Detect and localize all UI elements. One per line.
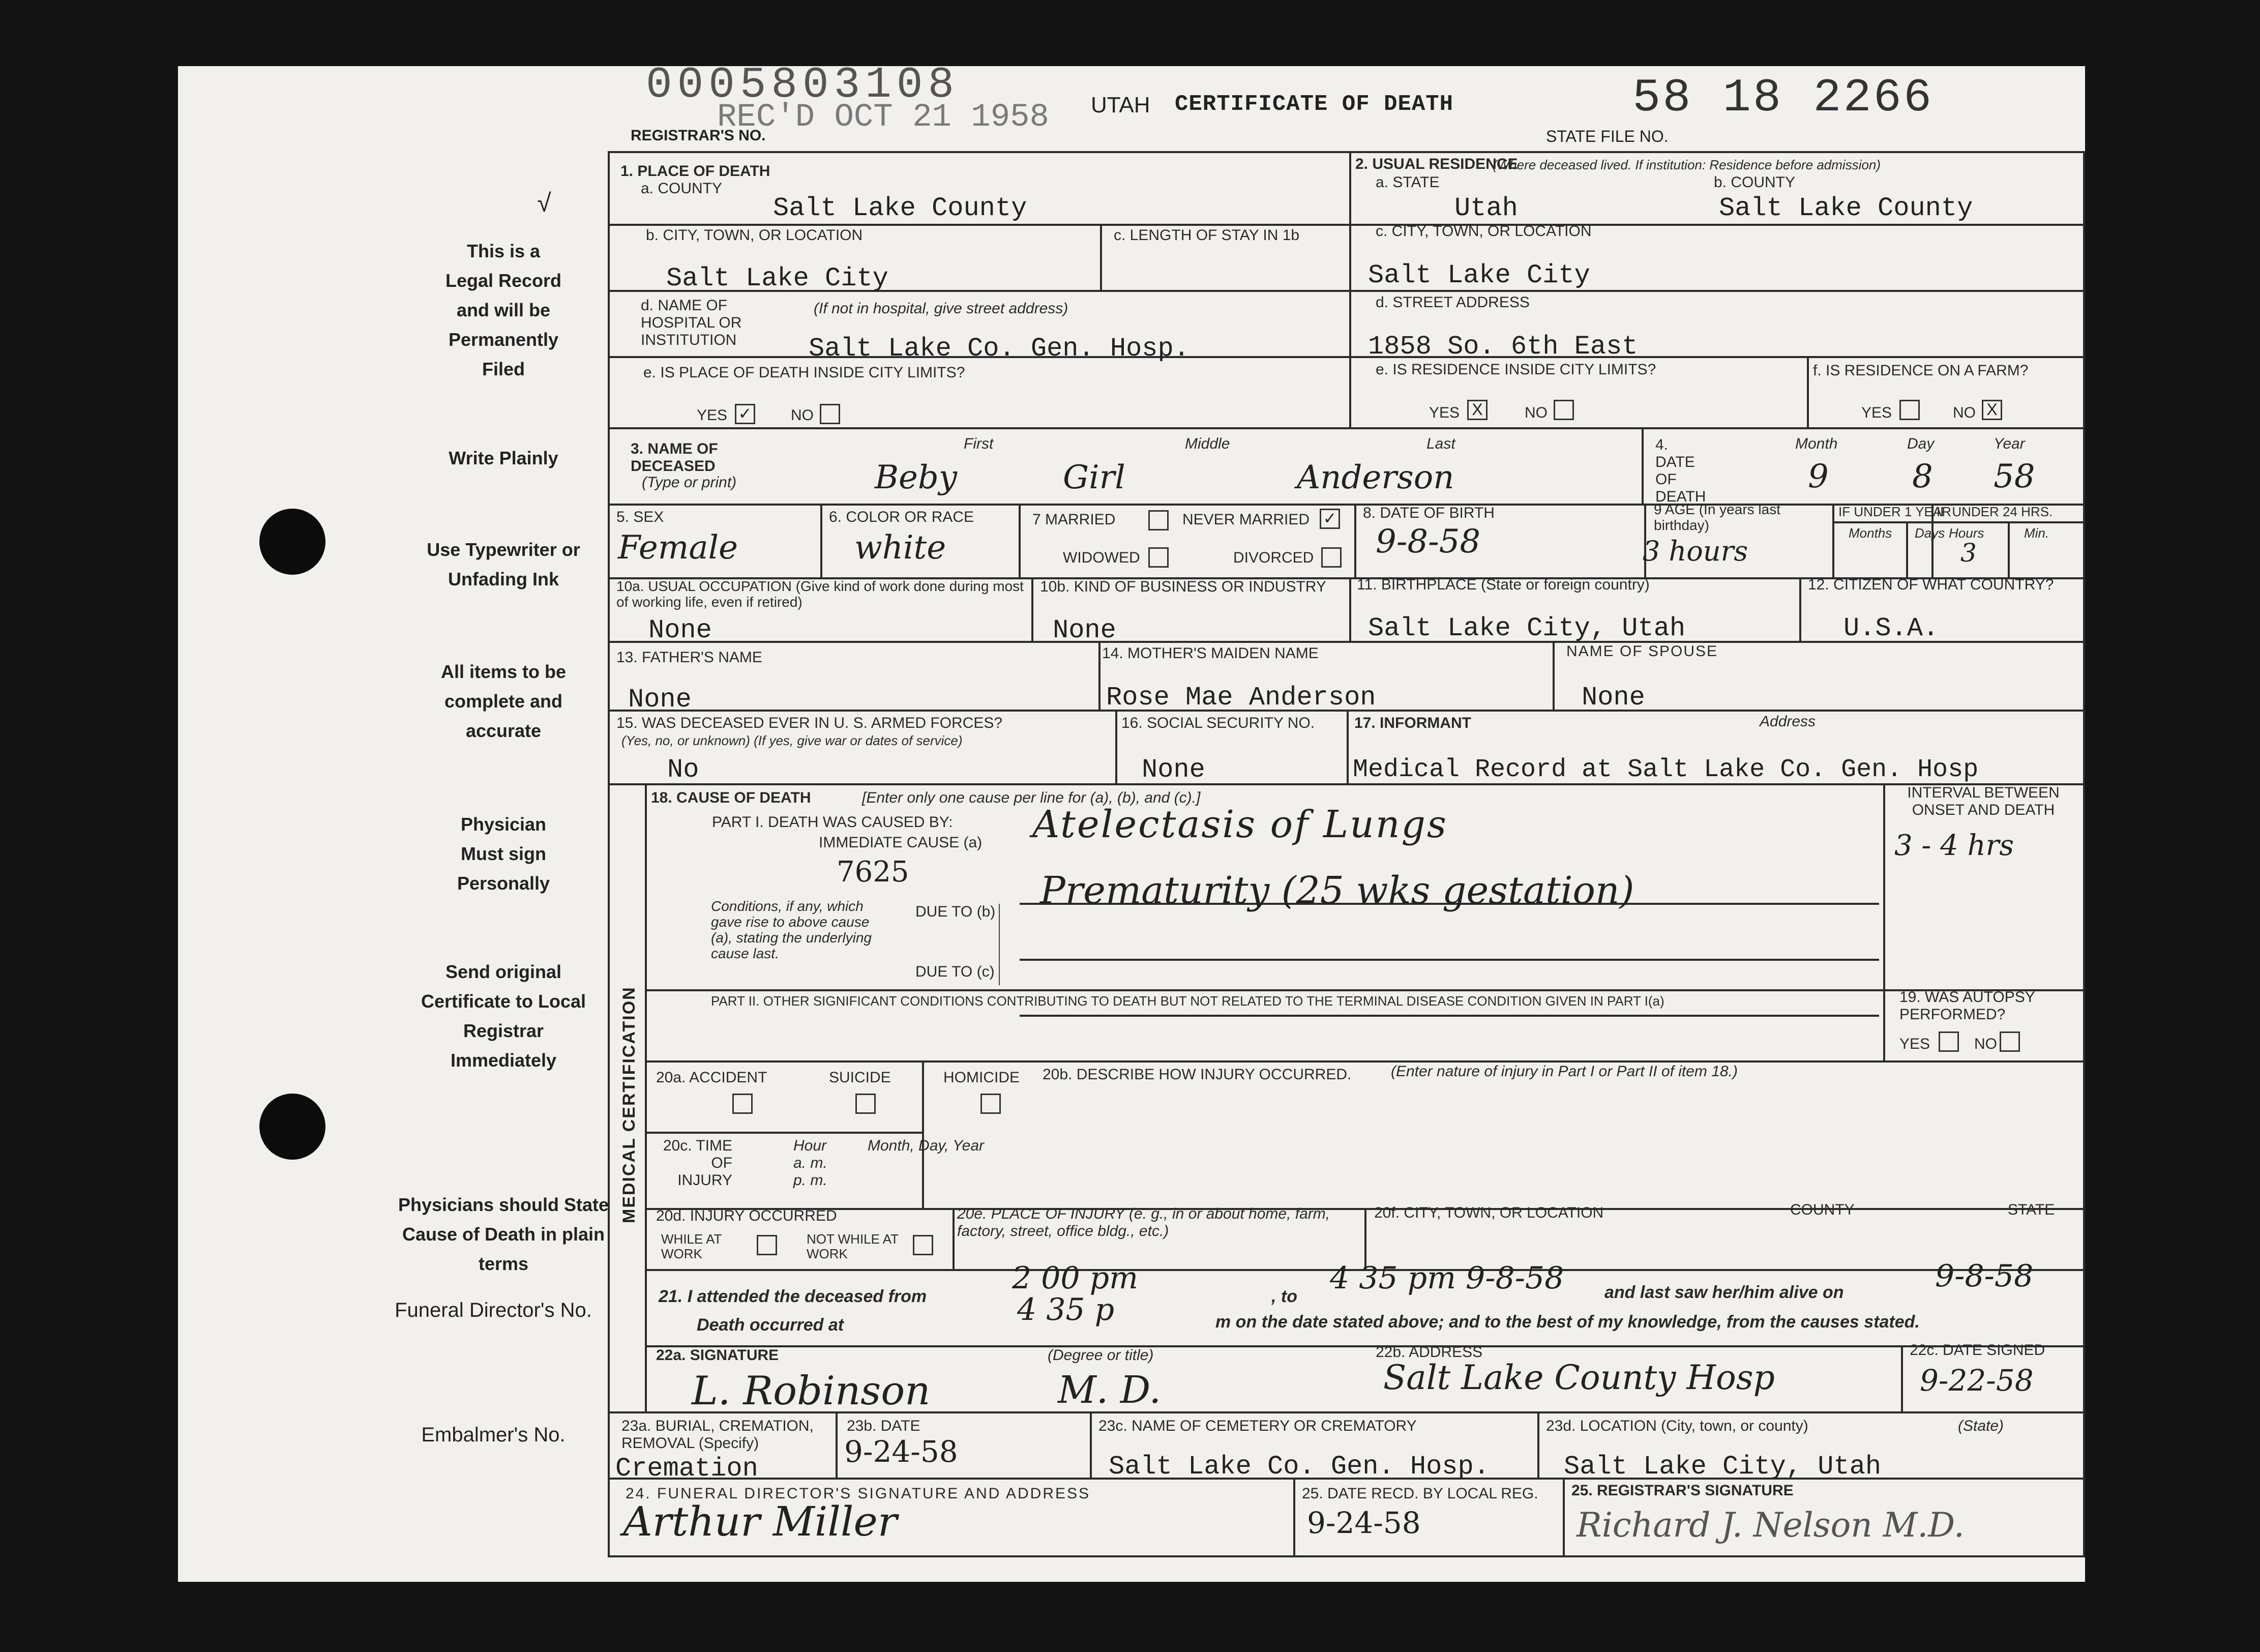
pod-city-label: b. CITY, TOWN, OR LOCATION (646, 227, 863, 244)
injury-city-label: 20f. CITY, TOWN, OR LOCATION (1374, 1204, 1604, 1221)
street-value: 1858 So. 6th East (1368, 332, 1638, 362)
middle-name-label: Middle (1185, 435, 1230, 452)
certificate-title: CERTIFICATE OF DEATH (1175, 92, 1454, 117)
address-label: 22b. ADDRESS (1376, 1344, 1483, 1361)
date-of-death-label: 4. DATE OF DEATH (1655, 436, 1706, 505)
autopsy-label: 19. WAS AUTOPSY PERFORMED? (1899, 989, 2035, 1023)
sex-label: 5. SEX (616, 509, 664, 525)
widowed-checkbox[interactable] (1148, 547, 1169, 568)
widowed-label: WIDOWED (1063, 549, 1140, 566)
spouse-value: None (1582, 683, 1645, 713)
margin-note-send: Send original Certificate to Local Registrar Immediately (421, 961, 586, 1071)
autopsy-no-label: NO (1974, 1036, 1997, 1052)
divorced-checkbox[interactable] (1321, 547, 1342, 568)
hospital-note: (If not in hospital, give street address) (814, 300, 1068, 317)
res-state-value: Utah (1454, 193, 1518, 223)
never-married-label: NEVER MARRIED (1182, 511, 1310, 528)
cause-of-death-label: 18. CAUSE OF DEATH (651, 789, 811, 806)
injury-county-label: COUNTY (1790, 1201, 1855, 1218)
while-at-work-label: WHILE AT WORK (661, 1231, 722, 1261)
interval-value: 3 - 4 hrs (1894, 829, 2014, 862)
part2-label: PART II. OTHER SIGNIFICANT CONDITIONS CONTRIBUTING TO DEATH BUT NOT RELATED TO THE TERMINAL DISEASE CONDITION GIVEN IN PART I(a) (711, 993, 1664, 1009)
informant-label: 17. INFORMANT (1354, 715, 1472, 731)
birthplace-value: Salt Lake City, Utah (1368, 613, 1686, 643)
res-city-label: c. CITY, TOWN, OR LOCATION (1376, 223, 1592, 240)
res-yes-label: YES (1429, 404, 1460, 421)
citizen-value: U.S.A. (1843, 613, 1939, 643)
location-value: Salt Lake City, Utah (1564, 1452, 1882, 1482)
registrar-no-label: REGISTRAR'S NO. (631, 127, 766, 144)
injury-state-label: STATE (2008, 1201, 2055, 1218)
margin-note-physician: Physician Must sign Personally (457, 814, 550, 894)
birthplace-label: 11. BIRTHPLACE (State or foreign country) (1357, 576, 1650, 593)
res-city-value: Salt Lake City (1368, 260, 1590, 290)
divorced-label: DIVORCED (1233, 549, 1314, 566)
pod-county-label: a. COUNTY (641, 180, 723, 197)
dod-month-label: Month (1795, 435, 1838, 452)
hospital-label: d. NAME OF HOSPITAL OR INSTITUTION (641, 297, 742, 348)
attended-to-label: , to (1271, 1287, 1297, 1306)
married-checkbox[interactable] (1148, 510, 1169, 530)
days-label: Days (1915, 525, 1945, 541)
registrar-signature: Richard J. Nelson M.D. (1577, 1506, 1965, 1545)
utah-label: UTAH (1091, 93, 1150, 117)
location-label: 23d. LOCATION (City, town, or county) (1546, 1418, 1808, 1434)
business-label: 10b. KIND OF BUSINESS OR INDUSTRY (1040, 578, 1326, 595)
residence-note: (Where deceased lived. If institution: Residence before admission) (1493, 157, 1881, 172)
burial-date-value: 9-24-58 (844, 1434, 958, 1469)
due-to-b-value: Prematurity (25 wks gestation) (1040, 869, 1634, 912)
accident-label: 20a. ACCIDENT (656, 1069, 767, 1086)
attended-label: 21. I attended the deceased from (659, 1287, 927, 1306)
month-day-year-label: Month, Day, Year (868, 1137, 985, 1154)
dod-year-label: Year (1994, 435, 2025, 452)
mother-value: Rose Mae Anderson (1106, 683, 1376, 713)
hours-label: Hours (1949, 525, 1984, 541)
race-value: white (854, 529, 946, 567)
due-to-c-label: DUE TO (c) (915, 963, 995, 980)
death-occurred-value: 4 35 p (1017, 1292, 1115, 1328)
autopsy-yes-checkbox[interactable] (1939, 1031, 1959, 1052)
dod-year-value: 58 (1994, 458, 2035, 495)
res-inside-limits-label: e. IS RESIDENCE INSIDE CITY LIMITS? (1376, 361, 1656, 378)
race-label: 6. COLOR OR RACE (829, 509, 974, 525)
middle-name-value: Girl (1063, 459, 1125, 496)
autopsy-yes-label: YES (1899, 1036, 1930, 1052)
under-24-hrs-label: IF UNDER 24 HRS. (1937, 504, 2053, 519)
date-recd-value: 9-24-58 (1307, 1506, 1421, 1540)
farm-label: f. IS RESIDENCE ON A FARM? (1813, 362, 2029, 379)
margin-note-cause: Physicians should State Cause of Death in plain terms (398, 1194, 609, 1274)
margin-note-funeral: Funeral Director's No. (395, 1299, 592, 1321)
pod-inside-yes-checkbox[interactable]: ✓ (735, 404, 755, 424)
pod-yes-label: YES (697, 407, 728, 424)
medical-certification-label: MEDICAL CERTIFICATION (619, 986, 639, 1223)
deceased-name-label: 3. NAME OF DECEASED (631, 440, 718, 475)
farm-no-label: NO (1953, 404, 1976, 421)
min-label: Min. (2024, 525, 2049, 541)
while-at-work-checkbox[interactable] (757, 1235, 777, 1255)
pod-no-label: NO (791, 407, 814, 424)
hospital-value: Salt Lake Co. Gen. Hosp. (809, 334, 1190, 364)
signature-label: 22a. SIGNATURE (656, 1347, 779, 1364)
street-label: d. STREET ADDRESS (1376, 294, 1530, 311)
res-state-label: a. STATE (1376, 174, 1440, 191)
dob-value: 9-8-58 (1376, 523, 1481, 560)
sex-value: Female (618, 529, 738, 567)
margin-check: √ (537, 189, 551, 217)
months-label: Months (1849, 525, 1892, 541)
margin-note-embalmer: Embalmer's No. (421, 1424, 566, 1446)
under-1-year-label: IF UNDER 1 YEAR (1838, 504, 1952, 519)
last-saw-label: and last saw her/him alive on (1604, 1283, 1844, 1302)
citizen-label: 12. CITIZEN OF WHAT COUNTRY? (1808, 576, 2054, 593)
death-occurred-statement: m on the date stated above; and to the best of my knowledge, from the causes stated. (1215, 1312, 1920, 1332)
interval-label: INTERVAL BETWEEN ONSET AND DEATH (1907, 784, 2060, 818)
physician-signature: L. Robinson (692, 1368, 931, 1414)
funeral-director-label: 24. FUNERAL DIRECTOR'S SIGNATURE AND ADDRESS (626, 1485, 1091, 1502)
ssn-value: None (1142, 755, 1205, 785)
dod-day-value: 8 (1912, 458, 1933, 495)
pod-inside-limits-label: e. IS PLACE OF DEATH INSIDE CITY LIMITS? (643, 364, 965, 381)
immediate-cause-label: IMMEDIATE CAUSE (a) (819, 834, 983, 851)
pod-city-value: Salt Lake City (666, 263, 888, 293)
res-no-label: NO (1525, 404, 1548, 421)
due-to-b-label: DUE TO (b) (915, 903, 996, 920)
last-name-label: Last (1426, 435, 1455, 452)
cemetery-label: 23c. NAME OF CEMETERY OR CREMATORY (1098, 1418, 1417, 1434)
cause-code: 7625 (837, 855, 909, 889)
deceased-name-sub: (Type or print) (642, 474, 737, 491)
informant-value: Medical Record at Salt Lake Co. Gen. Hosp (1353, 755, 1979, 784)
farm-no-checkbox[interactable]: X (1982, 400, 2002, 420)
death-occurred-label: Death occurred at (697, 1315, 844, 1335)
ssn-label: 16. SOCIAL SECURITY NO. (1121, 715, 1315, 731)
first-name-value: Beby (875, 459, 958, 496)
suicide-checkbox[interactable] (855, 1094, 876, 1114)
res-inside-no-checkbox[interactable] (1554, 400, 1574, 420)
funeral-director-signature: Arthur Miller (623, 1498, 898, 1545)
res-county-label: b. COUNTY (1714, 174, 1796, 191)
state-file-label: STATE FILE NO. (1546, 127, 1669, 145)
date-signed-value: 9-22-58 (1920, 1363, 2034, 1398)
dob-label: 8. DATE OF BIRTH (1363, 505, 1495, 521)
spouse-label: NAME OF SPOUSE (1566, 643, 1718, 660)
last-saw-value: 9-8-58 (1935, 1258, 2034, 1294)
burial-label: 23a. BURIAL, CREMATION, REMOVAL (Specify) (621, 1418, 814, 1452)
res-county-value: Salt Lake County (1719, 193, 1973, 223)
describe-injury-note: (Enter nature of injury in Part I or Part II of item 18.) (1391, 1063, 1738, 1080)
armed-forces-label: 15. WAS DECEASED EVER IN U. S. ARMED FORCES? (616, 715, 1003, 731)
top-number: 0005803108 (646, 60, 960, 110)
hour-ampm-label: Hour a. m. p. m. (793, 1137, 827, 1189)
dod-day-label: Day (1907, 435, 1935, 452)
attended-to-value: 4 35 pm 9-8-58 (1330, 1260, 1564, 1296)
describe-injury-label: 20b. DESCRIBE HOW INJURY OCCURRED. (1043, 1066, 1352, 1083)
place-of-injury-label: 20e. PLACE OF INJURY (e. g., in or about home, farm, factory, street, office bldg., etc.) (957, 1205, 1330, 1240)
date-recd-label: 25. DATE RECD. BY LOCAL REG. (1302, 1485, 1538, 1502)
immediate-cause-value: Atelectasis of Lungs (1032, 803, 1448, 846)
occupation-value: None (648, 615, 712, 645)
dod-month-value: 9 (1808, 458, 1829, 495)
pod-county-value: Salt Lake County (773, 193, 1027, 223)
informant-address-label: Address (1760, 713, 1816, 730)
conditions-note: Conditions, if any, which gave rise to above cause (a), stating the underlying cause last. (711, 898, 872, 961)
homicide-checkbox[interactable] (980, 1094, 1001, 1114)
last-name-value: Anderson (1297, 459, 1454, 496)
suicide-label: SUICIDE (829, 1069, 891, 1086)
margin-note-complete: All items to be complete and accurate (440, 661, 567, 741)
residence-label: 2. USUAL RESIDENCE (1355, 156, 1518, 172)
armed-forces-sub: (Yes, no, or unknown) (If yes, give war or dates of service) (621, 733, 963, 748)
length-of-stay-label: c. LENGTH OF STAY IN 1b (1114, 227, 1300, 244)
margin-note-plain: Write Plainly (449, 448, 558, 468)
hours-value: 3 (1960, 538, 1977, 568)
not-while-at-work-checkbox[interactable] (913, 1235, 933, 1255)
state-file-number: 58 18 2266 (1632, 71, 1934, 125)
accident-checkbox[interactable] (732, 1094, 753, 1114)
cause-instruction: [Enter only one cause per line for (a), (b), and (c).] (862, 789, 1201, 806)
age-label: 9 AGE (In years last birthday) (1654, 501, 1780, 533)
attended-from-value: 2 00 pm (1012, 1260, 1138, 1296)
received-stamp: REC'D OCT 21 1958 (717, 99, 1049, 136)
armed-forces-value: No (667, 755, 699, 785)
binder-hole-top (259, 509, 325, 575)
place-of-death-label: 1. PLACE OF DEATH (620, 163, 770, 180)
burial-value: Cremation (615, 1454, 758, 1484)
binder-hole-bottom (259, 1094, 325, 1160)
degree-label: (Degree or title) (1048, 1347, 1154, 1364)
farm-yes-label: YES (1861, 404, 1892, 421)
res-inside-yes-checkbox[interactable]: X (1467, 400, 1488, 420)
cemetery-value: Salt Lake Co. Gen. Hosp. (1109, 1452, 1490, 1482)
father-value: None (628, 685, 692, 715)
never-married-checkbox[interactable]: ✓ (1320, 509, 1340, 529)
business-value: None (1053, 615, 1116, 645)
farm-yes-checkbox[interactable] (1899, 400, 1920, 420)
physician-address-value: Salt Lake County Hosp (1383, 1358, 1775, 1397)
occupation-label: 10a. USUAL OCCUPATION (Give kind of work done during most of working life, even if retired) (616, 578, 1024, 610)
margin-note-typewriter: Use Typewriter or Unfading Ink (427, 539, 580, 589)
injury-occurred-label: 20d. INJURY OCCURRED (656, 1207, 837, 1224)
date-signed-label: 22c. DATE SIGNED (1910, 1342, 2045, 1359)
pod-inside-no-checkbox[interactable] (820, 404, 840, 424)
father-label: 13. FATHER'S NAME (616, 649, 762, 666)
homicide-label: HOMICIDE (943, 1069, 1020, 1086)
mother-label: 14. MOTHER'S MAIDEN NAME (1102, 645, 1319, 662)
part1-label: PART I. DEATH WAS CAUSED BY: (712, 814, 953, 831)
married-label: 7 MARRIED (1032, 511, 1116, 528)
degree-value: M. D. (1058, 1368, 1162, 1412)
burial-date-label: 23b. DATE (847, 1418, 920, 1434)
location-state-label: (State) (1958, 1418, 2004, 1434)
age-value: 3 hours (1643, 535, 1748, 567)
not-while-at-work-label: NOT WHILE AT WORK (807, 1231, 899, 1261)
first-name-label: First (964, 435, 994, 452)
margin-note-legal: This is a Legal Record and will be Permanently Filed (445, 241, 562, 379)
time-of-injury-label: 20c. TIME OF INJURY (663, 1137, 732, 1189)
autopsy-no-checkbox[interactable] (2000, 1031, 2020, 1052)
registrar-signature-label: 25. REGISTRAR'S SIGNATURE (1571, 1482, 1794, 1499)
